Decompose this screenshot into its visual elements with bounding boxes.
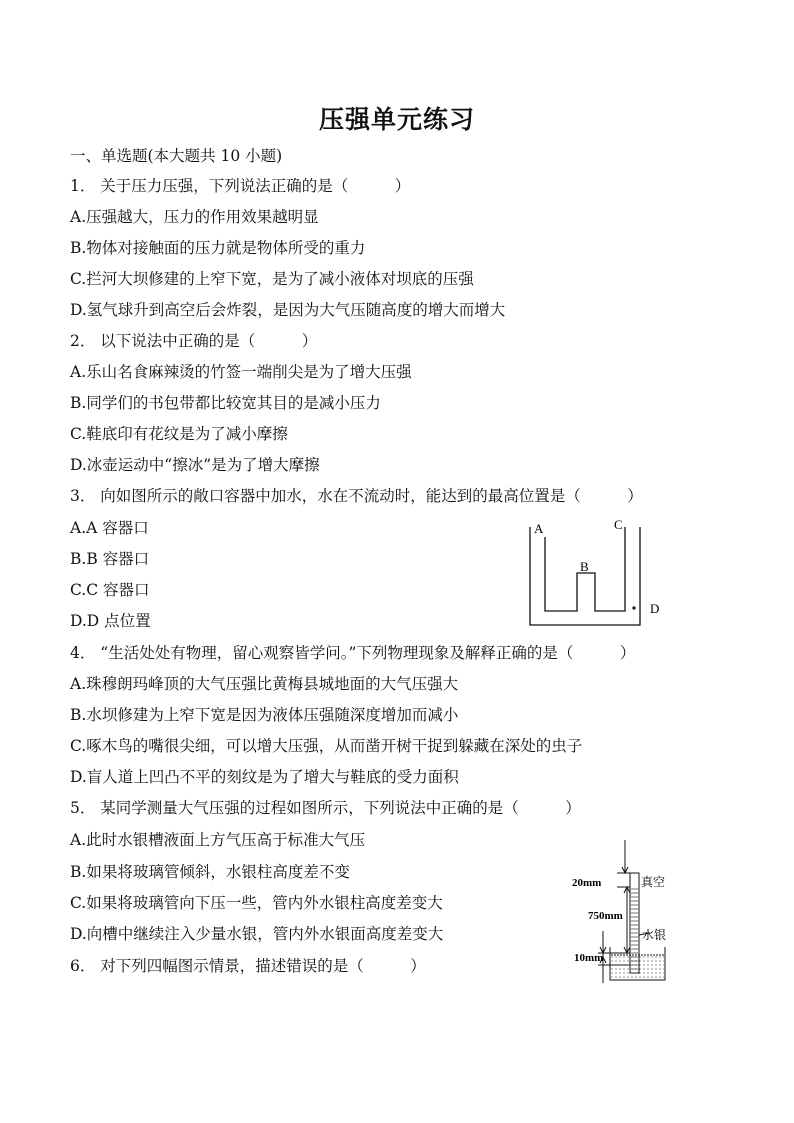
label-b: B <box>580 559 589 574</box>
question-2-option-d: D.冰壶运动中“擦冰”是为了增大摩擦 <box>70 456 320 474</box>
question-2-option-a: A.乐山名食麻辣烫的竹签一端削尖是为了增大压强 <box>70 363 412 381</box>
question-3-option-d: D.D 点位置 <box>70 612 151 630</box>
question-4-option-b: B.水坝修建为上窄下宽是因为液体压强随深度增加而减小 <box>70 706 459 724</box>
question-1-stem: 1． 关于压力压强，下列说法正确的是（ ） <box>70 177 411 195</box>
question-4-stem: 4． “生活处处有物理，留心观察皆学问。”下列物理现象及解释正确的是（ ） <box>70 644 636 662</box>
question-4-option-d: D.盲人道上凹凸不平的刻纹是为了增大与鞋底的受力面积 <box>70 768 459 786</box>
question-3-option-a: A.A 容器口 <box>70 519 149 537</box>
connected-container-figure <box>520 515 670 630</box>
question-2-option-b: B.同学们的书包带都比较宽其目的是减小压力 <box>70 394 381 412</box>
label-20mm: 20mm <box>572 877 602 889</box>
label-750mm: 750mm <box>588 910 623 922</box>
question-3-option-c: C.C 容器口 <box>70 581 150 599</box>
page-title: 压强单元练习 <box>318 105 475 134</box>
question-4-option-c: C.啄木鸟的嘴很尖细，可以增大压强，从而凿开树干捉到躲藏在深处的虫子 <box>70 737 583 755</box>
label-mercury: 水银 <box>642 928 667 942</box>
section-heading: 一、单选题(本大题共 10 小题) <box>70 147 283 165</box>
question-1-option-c: C.拦河大坝修建的上窄下宽，是为了减小液体对坝底的压强 <box>70 270 474 288</box>
question-1-option-d: D.氢气球升到高空后会炸裂，是因为大气压随高度的增大而增大 <box>70 301 506 319</box>
question-1-option-a: A.压强越大，压力的作用效果越明显 <box>70 208 319 226</box>
question-2-stem: 2． 以下说法中正确的是（ ） <box>70 332 318 350</box>
barometer-figure <box>570 835 700 985</box>
question-5-stem: 5． 某同学测量大气压强的过程如图所示，下列说法中正确的是（ ） <box>70 799 581 817</box>
label-10mm: 10mm <box>574 952 604 964</box>
point-d-marker <box>632 606 635 609</box>
question-6-stem: 6． 对下列四幅图示情景，描述错误的是（ ） <box>70 957 426 975</box>
label-a: A <box>534 521 544 536</box>
label-d: D <box>650 601 660 616</box>
label-c: C <box>614 517 623 532</box>
question-2-option-c: C.鞋底印有花纹是为了减小摩擦 <box>70 425 288 443</box>
question-5-option-b: B.如果将玻璃管倾斜，水银柱高度差不变 <box>70 863 350 881</box>
question-5-option-a: A.此时水银槽液面上方气压高于标准大气压 <box>70 831 366 849</box>
label-vacuum: 真空 <box>641 875 666 889</box>
question-4-option-a: A.珠穆朗玛峰顶的大气压强比黄梅县城地面的大气压强大 <box>70 675 459 693</box>
question-1-option-b: B.物体对接触面的压力就是物体所受的重力 <box>70 239 366 257</box>
question-3-option-b: B.B 容器口 <box>70 550 150 568</box>
question-5-option-d: D.向槽中继续注入少量水银，管内外水银面高度差变大 <box>70 925 444 943</box>
question-3-stem: 3． 向如图所示的敞口容器中加水，水在不流动时，能达到的最高位置是（ ） <box>70 487 643 505</box>
question-5-option-c: C.如果将玻璃管向下压一些，管内外水银柱高度差变大 <box>70 894 443 912</box>
